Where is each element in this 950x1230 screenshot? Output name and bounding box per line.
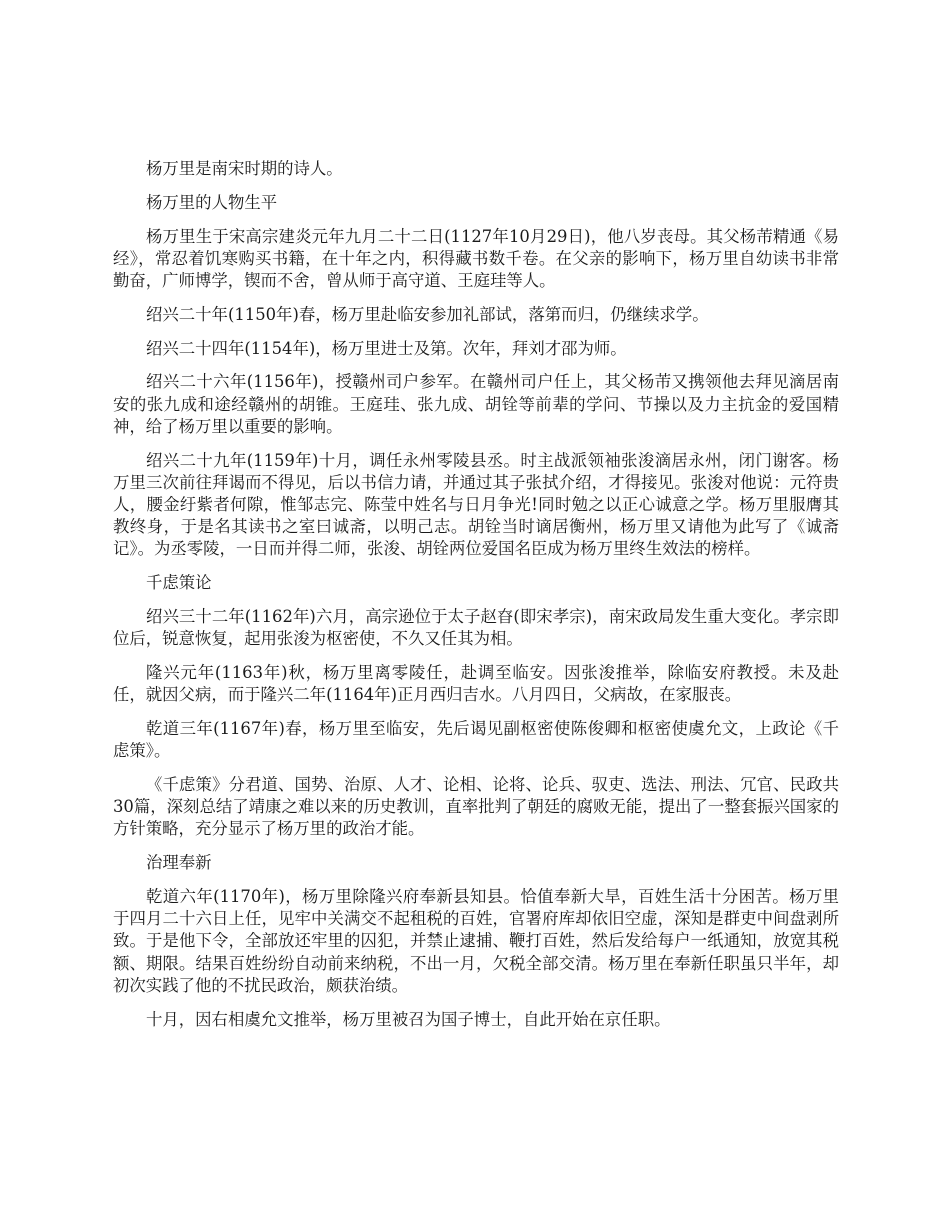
body-paragraph: 《千虑策》分君道、国势、治原、人才、论相、论将、论兵、驭吏、选法、刑法、冗官、民政共30篇，深刻总结了靖康之难以来的历史教训，直率批判了朝廷的腐败无能，提出了一整套振兴国家的方针策略，充分显示了杨万里的政治才能。 [113, 775, 839, 839]
section-heading-policy: 千虑策论 [146, 573, 212, 593]
body-paragraph: 绍兴二十九年(1159年)十月，调任永州零陵县丞。时主战派领袖张浚滴居永州，闭门谢客。杨万里三次前往拜谒而不得见，后以书信力请，并通过其子张拭介绍，才得接见。张浚对他说：元符贵人，腰金纡紫者何隙，惟邹志完、陈莹中姓名与日月争光!同时勉之以正心诚意之学。杨万里服膺其教终身，于是名其读书之室曰诚斋，以明己志。胡铨当时谪居衡州，杨万里又请他为此写了《诚斋记》。为丞零陵，一日而并得二师，张浚、胡铨两位爱国名臣成为杨万里终生效法的榜样。 [113, 450, 839, 559]
body-paragraph: 乾道三年(1167年)春，杨万里至临安，先后谒见副枢密使陈俊卿和枢密使虞允文，上政论《千虑策》。 [113, 719, 839, 761]
body-paragraph: 十月，因右相虞允文推举，杨万里被召为国子博士，自此开始在京任职。 [146, 1009, 671, 1029]
section-heading-life: 杨万里的人物生平 [146, 192, 278, 212]
body-paragraph: 杨万里生于宋高宗建炎元年九月二十二日(1127年10月29日)，他八岁丧母。其父杨芾精通《易经》，常忍着饥寒购买书籍，在十年之内，积得藏书数千卷。在父亲的影响下，杨万里自幼读书非常勤奋，广师博学，锲而不舍，曾从师于高守道、王庭珪等人。 [113, 226, 839, 290]
body-paragraph: 绍兴二十四年(1154年)，杨万里进士及第。次年，拜刘才邵为师。 [146, 338, 627, 358]
document-body [113, 158, 839, 1042]
body-paragraph: 绍兴二十六年(1156年)，授赣州司户参军。在赣州司户任上，其父杨芾又携领他去拜见滴居南安的张九成和途经赣州的胡锥。王庭珪、张九成、胡铨等前辈的学问、节操以及力主抗金的爱国精神，给了杨万里以重要的影响。 [113, 372, 839, 436]
intro-paragraph: 杨万里是南宋时期的诗人。 [146, 159, 343, 178]
body-paragraph: 乾道六年(1170年)，杨万里除隆兴府奉新县知县。恰值奉新大旱，百姓生活十分困苦。杨万里于四月二十六日上任，见牢中关满交不起租税的百姓，官署府库却依旧空虚，深知是群吏中间盘剥所致。于是他下令，全部放还牢里的囚犯，并禁止逮捕、鞭打百姓，然后发给每户一纸通知，放宽其税额、期限。结果百姓纷纷自动前来纳税，不出一月，欠税全部交清。杨万里在奉新任职虽只半年，却初次实践了他的不扰民政治，颇获治绩。 [113, 887, 839, 995]
body-paragraph: 隆兴元年(1163年)秋，杨万里离零陵任，赴调至临安。因张浚推举，除临安府教授。未及赴任，就因父病，而于隆兴二年(1164年)正月西归吉水。八月四日，父病故，在家服丧。 [113, 663, 839, 705]
body-paragraph: 绍兴二十年(1150年)春，杨万里赴临安参加礼部试，落第而归，仍继续求学。 [146, 304, 709, 324]
section-heading-fengxin: 治理奉新 [146, 853, 212, 873]
body-paragraph: 绍兴三十二年(1162年)六月，高宗逊位于太子赵昚(即宋孝宗)，南宋政局发生重大变化。孝宗即位后，锐意恢复，起用张浚为枢密使，不久又任其为相。 [113, 607, 839, 649]
